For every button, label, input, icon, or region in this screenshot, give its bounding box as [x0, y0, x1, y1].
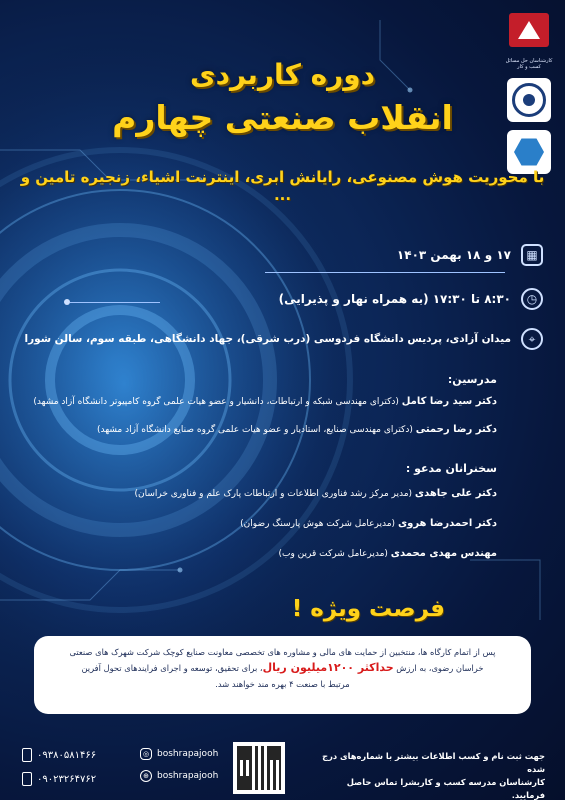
footer	[0, 742, 565, 800]
teacher-desc: (دکترای مهندسی شبکه و ارتباطات، دانشیار و عضو هیات علمی گروه کامپیوتر دانشگاه آزاد مشهد)	[33, 397, 399, 407]
registration-line-2: کارشناسان مدرسه کسب و کاربشرا تماس حاصل فرمایید.	[346, 777, 545, 800]
teacher-item	[97, 424, 497, 435]
speaker-name: دکتر احمدرضا هروی	[397, 518, 497, 529]
speaker-name: دکتر علی جاهدی	[414, 488, 497, 499]
title-line-2: انقلاب صنعتی چهارم	[112, 98, 453, 137]
teacher-name: دکتر رضا رحمتی	[415, 424, 497, 435]
special-line-1: پس از اتمام کارگاه ها، منتخبین از حمایت های مالی و مشاوره های تخصصی معاونت صنایع کوچک شرکت شهرک های صنعتی	[69, 647, 496, 657]
phone-2-number: ۰۹۰۲۳۲۶۴۷۶۲	[37, 773, 97, 785]
clock-icon: ◷	[521, 288, 543, 310]
registration-note	[315, 750, 545, 800]
teacher-item	[33, 396, 497, 407]
brand-logo	[507, 6, 551, 54]
event-date: ۱۷ و ۱۸ بهمن ۱۴۰۳	[396, 248, 511, 262]
website-handle: boshrapajooh	[157, 771, 219, 781]
special-line-2-pre: خراسان رضوی، به ارزش	[396, 663, 484, 673]
divider-dot	[64, 299, 70, 305]
location-pin-icon: ⌖	[521, 328, 543, 350]
social-links	[140, 748, 218, 782]
jahad-logo	[507, 78, 551, 122]
subtitle: با محوریت هوش مصنوعی، رایانش ابری، اینترنت اشیاء، زنجیره تامین و ...	[20, 168, 545, 204]
speaker-item	[240, 518, 497, 529]
phone-1[interactable]	[22, 748, 96, 762]
location-row	[24, 328, 543, 350]
phone-icon	[22, 748, 32, 762]
teachers-heading: مدرسین:	[447, 373, 497, 386]
phone-2[interactable]	[22, 772, 96, 786]
event-location: میدان آزادی، پردیس دانشگاه فردوسی (درب شرقی)، جهاد دانشگاهی، طبقه سوم، سالن شورا	[24, 333, 511, 345]
special-opportunity-heading: فرصت ویژه !	[291, 596, 445, 622]
special-line-2-post: ، برای تحقیق، توسعه و اجرای فرایندهای تحول آفرین	[81, 663, 263, 673]
phone-icon	[22, 772, 32, 786]
calendar-icon: ▦	[521, 244, 543, 266]
instagram-icon: ◎	[140, 748, 152, 760]
website-link[interactable]	[140, 770, 218, 782]
phone-1-number: ۰۹۳۸۰۵۸۱۴۶۶	[37, 749, 97, 761]
special-amount-highlight: حداکثر ۱۲۰۰میلیون ریال	[262, 661, 394, 674]
instagram-link[interactable]	[140, 748, 218, 760]
phone-numbers	[22, 748, 96, 786]
teacher-name: دکتر سید رضا کامل	[401, 396, 497, 407]
speakers-heading: سخنرانان مدعو :	[405, 462, 497, 475]
speaker-desc: (مدیر مرکز رشد فناوری اطلاعات و ارتباطات پارک علم و فناوری خراسان)	[134, 489, 413, 499]
divider-1	[265, 272, 505, 273]
event-time: ۸:۳۰ تا ۱۷:۳۰ (به همراه نهار و پذیرایی)	[278, 292, 511, 306]
brand-logo-caption: کارشناسان حل مسائل کسب و کار	[505, 58, 553, 70]
globe-icon: ⊕	[140, 770, 152, 782]
speaker-item	[134, 488, 497, 499]
speaker-desc: (مدیرعامل شرکت هوش پارسنگ رضوان)	[240, 519, 396, 529]
instagram-handle: boshrapajooh	[157, 749, 219, 759]
special-line-3: مرتبط با صنعت ۴ بهره مند خواهند شد.	[215, 679, 350, 689]
title-line-1: دوره کاربردی	[189, 58, 376, 91]
special-line-2	[48, 660, 517, 676]
speaker-item	[278, 548, 497, 559]
special-opportunity-box	[34, 636, 531, 714]
divider-2	[70, 302, 160, 303]
registration-line-1: جهت ثبت نام و کسب اطلاعات بیشتر با شماره‌های درج شده	[322, 751, 545, 774]
speaker-desc: (مدیرعامل شرکت قرین وب)	[278, 549, 388, 559]
qr-code[interactable]	[233, 742, 285, 794]
speaker-name: مهندس مهدی محمدی	[390, 548, 497, 559]
teacher-desc: (دکترای مهندسی صنایع، استادیار و عضو هیات علمی گروه صنایع دانشگاه آزاد مشهد)	[96, 425, 413, 435]
time-row	[279, 288, 543, 310]
date-row	[397, 244, 543, 266]
logo-column	[501, 6, 557, 174]
